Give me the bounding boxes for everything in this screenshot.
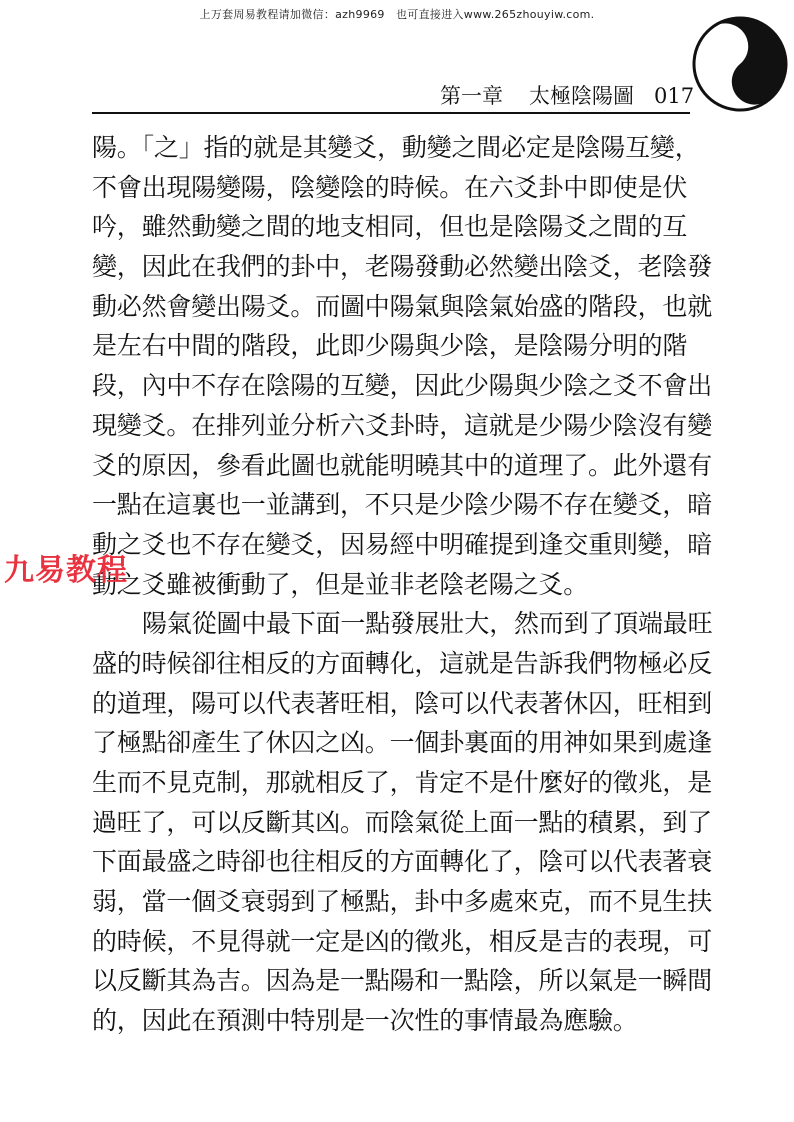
text-line: 弱，當一個爻衰弱到了極點，卦中多處來克，而不見生扶 bbox=[92, 887, 713, 917]
text-line: 不會出現陽變陽，陰變陰的時候。在六爻卦中即使是伏 bbox=[92, 172, 688, 202]
text-line: 的，因此在預測中特別是一次性的事情最為應驗。 bbox=[92, 1006, 638, 1036]
text-line: 變，因此在我們的卦中，老陽發動必然變出陰爻，老陰發 bbox=[92, 252, 713, 282]
text-line: 的時候，不見得就一定是凶的徵兆，相反是吉的表現，可 bbox=[92, 926, 713, 956]
text-line: 現變爻。在排列並分析六爻卦時，這就是少陽少陰沒有變 bbox=[92, 410, 713, 440]
text-line: 以反斷其為吉。因為是一點陽和一點陰，所以氣是一瞬間 bbox=[92, 966, 713, 996]
text-line: 盛的時候卻往相反的方面轉化，這就是告訴我們物極必反 bbox=[92, 648, 713, 678]
text-line: 陽。「之」指的就是其變爻，動變之間必定是陰陽互變， bbox=[92, 133, 700, 162]
yin-yang-icon bbox=[690, 14, 790, 114]
text-line: 下面最盛之時卻也往相反的方面轉化了，陰可以代表著衰 bbox=[92, 847, 713, 877]
text-line: 動之爻雖被衝動了，但是並非老陰老陽之爻。 bbox=[92, 569, 589, 599]
text-line: 一點在這裏也一並講到，不只是少陰少陽不存在變爻，暗 bbox=[92, 490, 713, 520]
text-line: 動必然會變出陽爻。而圖中陽氣與陰氣始盛的階段，也就 bbox=[92, 291, 713, 321]
page-number: 017 bbox=[654, 84, 695, 108]
running-head bbox=[440, 80, 695, 110]
text-line: 了極點卻產生了休囚之凶。一個卦裏面的用神如果到處逢 bbox=[92, 728, 713, 758]
top-banner: 上万套周易教程请加微信：azh9969 也可直接进入www.265zhouyiw.com. bbox=[199, 8, 595, 21]
watermark-text: 九易教程 bbox=[4, 553, 128, 588]
text-line: 段，內中不存在陰陽的互變，因此少陽與少陰之爻不會出 bbox=[92, 371, 713, 401]
chapter-title: 太極陰陽圖 bbox=[529, 84, 634, 108]
header-rule bbox=[92, 112, 690, 114]
chapter-label: 第一章 bbox=[440, 84, 503, 108]
text-line: 是左右中間的階段，此即少陽與少陰，是陰陽分明的階 bbox=[92, 331, 688, 361]
text-line: 過旺了，可以反斷其凶。而陰氣從上面一點的積累，到了 bbox=[92, 807, 713, 837]
text-line: 的道理，陽可以代表著旺相，陰可以代表著休囚，旺相到 bbox=[92, 688, 713, 718]
text-line: 動之爻也不存在變爻，因易經中明確提到逢交重則變，暗 bbox=[92, 529, 713, 559]
text-line: 吟，雖然動變之間的地支相同，但也是陰陽爻之間的互 bbox=[92, 212, 688, 242]
text-line: 爻的原因，參看此圖也就能明曉其中的道理了。此外還有 bbox=[92, 450, 713, 480]
text-line: 生而不見克制，那就相反了，肯定不是什麼好的徵兆，是 bbox=[92, 768, 713, 797]
paragraph-start-line: 陽氣從圖中最下面一點發展壯大，然而到了頂端最旺 bbox=[142, 609, 713, 639]
body-text bbox=[92, 128, 713, 1041]
